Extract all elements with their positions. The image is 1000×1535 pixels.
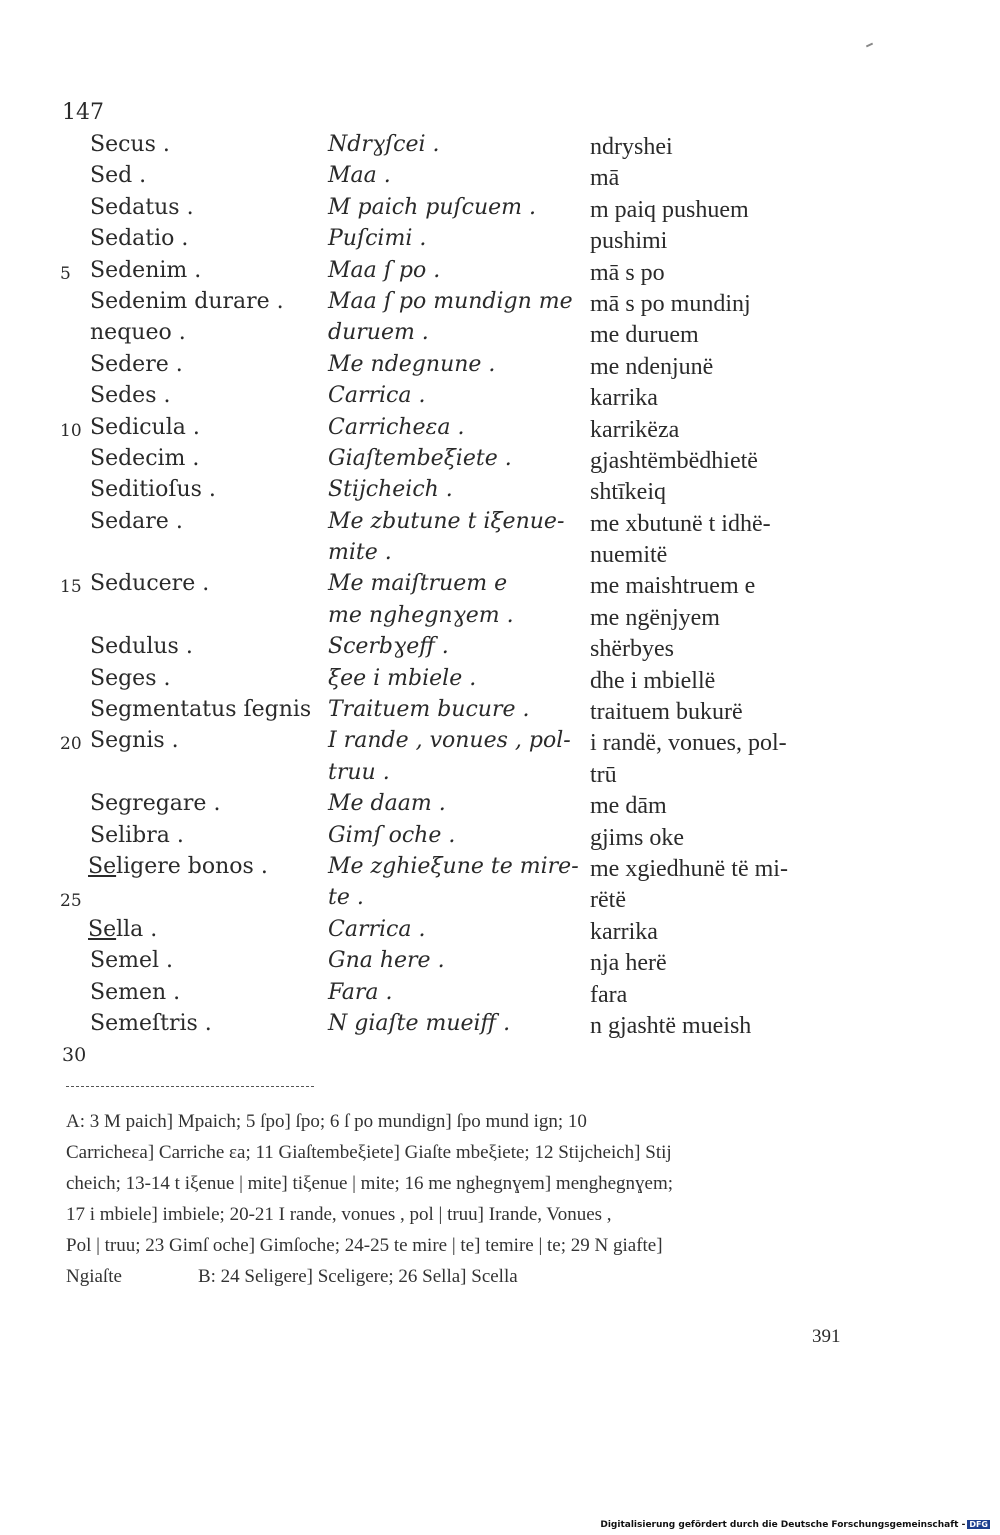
glossary-row — [0, 226, 1000, 257]
manuscript-albanian: Gimſ oche . — [328, 822, 456, 848]
apparatus-b: B: 24 Seligere] Sceligere; 26 Sella] Scella — [197, 1266, 518, 1287]
line-number-30: 30 — [62, 1044, 87, 1066]
modern-albanian: i randë, vonues, pol- — [590, 730, 787, 757]
glossary-row — [0, 195, 1000, 226]
line-number: 5 — [60, 263, 71, 284]
modern-albanian: me xgiedhunë të mi- — [590, 855, 788, 882]
latin-term: Secus . — [90, 132, 170, 157]
apparatus-line: Pol | truu; 23 Gimſ oche] Gimſoche; 24-25 te mire | te] temire | te; 29 N giafte] — [66, 1235, 663, 1256]
latin-term: Semen . — [90, 979, 181, 1005]
glossary-row — [0, 258, 1000, 289]
modern-albanian: shtīkeiq — [590, 479, 666, 506]
digitization-credit — [600, 1520, 990, 1530]
line-number: 10 — [60, 420, 82, 441]
apparatus-line: A: 3 M paich] Mpaich; 5 ſpo] ſpo; 6 ſ po mundign] ſpo mund ign; 10 — [66, 1111, 587, 1132]
manuscript-albanian: Puſcimi . — [328, 226, 427, 252]
glossary-row — [0, 917, 1000, 948]
manuscript-albanian: Carrica . — [328, 916, 426, 942]
modern-albanian: mā s po — [590, 259, 665, 286]
manuscript-albanian: Fara . — [328, 979, 393, 1005]
modern-albanian: rëtë — [590, 887, 626, 914]
modern-albanian: me ndenjunë — [590, 353, 714, 380]
glossary-row — [0, 791, 1000, 822]
modern-albanian: me xbutunë t idhë- — [590, 510, 771, 537]
apparatus-line: Carricheεa] Carriche εa; 11 Giaſtembeξiete] Giaſte mbeξiete; 12 Stijcheich] Stij — [66, 1142, 672, 1163]
modern-albanian: pushimi — [590, 228, 668, 255]
modern-albanian: gjashtëmbëdhietë — [590, 447, 758, 474]
modern-albanian: nuemitë — [590, 542, 668, 569]
latin-term: Sedenim durare . — [90, 288, 284, 314]
modern-albanian: me maishtruem e — [590, 573, 756, 600]
modern-albanian: mā — [590, 165, 620, 192]
manuscript-albanian: I rande , vonues , pol- — [328, 728, 571, 754]
modern-albanian: n gjashtë mueish — [590, 1012, 752, 1039]
manuscript-albanian: Scerbɣeff . — [328, 634, 449, 660]
glossary-row — [0, 320, 1000, 351]
glossary-row — [0, 603, 1000, 634]
glossary-row — [0, 415, 1000, 446]
manuscript-albanian: Me ndegnune . — [328, 351, 496, 377]
glossary-row — [0, 697, 1000, 728]
modern-albanian: karrika — [590, 918, 658, 945]
modern-albanian: shërbyes — [590, 636, 674, 663]
latin-term-underlined: Se — [88, 853, 117, 879]
modern-albanian: me duruem — [590, 322, 699, 349]
latin-term: Seges . — [90, 665, 171, 691]
glossary-row — [0, 1011, 1000, 1042]
credit-text: Digitalisierung gefördert durch die Deutsche Forschungsgemeinschaft - — [600, 1520, 966, 1530]
manuscript-albanian: me nghegnɣem . — [328, 602, 514, 628]
latin-term: Segregare . — [90, 791, 221, 817]
manuscript-albanian: truu . — [328, 759, 390, 785]
glossary-row — [0, 132, 1000, 163]
manuscript-albanian: Giaſtembeξiete . — [328, 445, 512, 471]
manuscript-albanian: Maa ſ po mundign me — [328, 288, 573, 314]
glossary-row — [0, 571, 1000, 602]
line-number: 25 — [60, 891, 82, 912]
glossary-row — [0, 383, 1000, 414]
manuscript-albanian: M paich puſcuem . — [328, 194, 536, 220]
modern-albanian: karrikëza — [590, 416, 680, 443]
glossary-row — [0, 885, 1000, 916]
apparatus-line — [66, 1261, 856, 1292]
critical-apparatus — [66, 1106, 856, 1292]
apparatus-line: cheich; 13-14 t iξenue | mite] tiξenue | mite; 16 me nghegnɣem] menghegnɣem; — [66, 1173, 674, 1194]
manuscript-albanian: duruem . — [328, 320, 429, 346]
latin-term: Sedatio . — [90, 226, 189, 252]
manuscript-albanian: Me maiſtruem e — [328, 571, 508, 597]
latin-term: Segmentatus ſegnis — [90, 697, 312, 723]
latin-term: nequeo . — [90, 320, 186, 346]
modern-albanian: karrika — [590, 385, 658, 412]
modern-albanian: ndryshei — [590, 134, 673, 160]
modern-albanian: mā s po mundinj — [590, 290, 751, 317]
latin-term: Sedicula . — [90, 414, 200, 440]
scan-mark — [866, 43, 873, 48]
manuscript-albanian: Me daam . — [328, 791, 446, 817]
latin-term: Sedenim . — [90, 257, 202, 283]
apparatus-line: 17 i mbiele] imbiele; 20-21 I rande, vonues , pol | truu] Irande, Vonues , — [66, 1204, 612, 1225]
latin-term: Semeſtris . — [90, 1010, 212, 1036]
modern-albanian: trū — [590, 761, 617, 788]
glossary-row — [0, 980, 1000, 1011]
glossary-row — [0, 289, 1000, 320]
apparatus-a-end: Ngiaſte — [66, 1266, 122, 1287]
latin-term: Semel . — [90, 948, 173, 974]
glossary-row — [0, 446, 1000, 477]
modern-albanian: m paiq pushuem — [590, 196, 749, 223]
latin-term: Sedare . — [90, 508, 183, 534]
manuscript-albanian: te . — [328, 885, 364, 911]
dfg-logo: DFG — [969, 1520, 988, 1529]
glossary-row — [0, 634, 1000, 665]
glossary-row — [0, 540, 1000, 571]
manuscript-albanian: Maa ſ po . — [328, 257, 441, 283]
latin-term-rest: lla . — [116, 916, 158, 942]
latin-term — [88, 917, 157, 942]
manuscript-albanian: Me zghieξune te mire- — [328, 853, 579, 879]
manuscript-albanian: Ndrɣſcei . — [328, 132, 440, 157]
manuscript-albanian: Stijcheich . — [328, 477, 453, 503]
manuscript-albanian: Maa . — [328, 163, 391, 189]
manuscript-albanian: Traituem bucure . — [328, 697, 530, 723]
glossary-row — [0, 509, 1000, 540]
latin-term: Seditioſus . — [90, 477, 216, 503]
latin-term-rest: ligere bonos . — [116, 853, 268, 879]
latin-term: Seducere . — [90, 571, 210, 597]
latin-term: Sedes . — [90, 383, 171, 409]
footnote-rule — [66, 1086, 314, 1087]
glossary-row — [0, 760, 1000, 791]
glossary-row — [0, 728, 1000, 759]
latin-term: Selibra . — [90, 822, 184, 848]
line-number: 20 — [60, 734, 82, 755]
modern-albanian: traituem bukurë — [590, 699, 743, 726]
glossary-row — [0, 948, 1000, 979]
glossary-row — [0, 666, 1000, 697]
glossary-table — [0, 132, 1000, 1042]
modern-albanian: fara — [590, 981, 628, 1008]
manuscript-albanian: mite . — [328, 540, 392, 566]
modern-albanian: me dām — [590, 793, 667, 820]
line-number: 15 — [60, 577, 82, 598]
glossary-row — [0, 854, 1000, 885]
latin-term: Segnis . — [90, 728, 179, 754]
modern-albanian: me ngënjyem — [590, 604, 720, 631]
latin-term-underlined: Se — [88, 916, 117, 942]
latin-term: Sedulus . — [90, 634, 193, 660]
modern-albanian: nja herë — [590, 950, 667, 977]
manuscript-albanian: N giaſte mueiff . — [328, 1010, 511, 1036]
page-number-top: 147 — [62, 100, 104, 125]
page-number-bottom: 391 — [812, 1326, 841, 1347]
manuscript-albanian: ξee i mbiele . — [328, 665, 477, 691]
modern-albanian: dhe i mbiellë — [590, 667, 716, 694]
latin-term: Sedatus . — [90, 194, 194, 220]
manuscript-albanian: Carrica . — [328, 383, 426, 409]
modern-albanian: gjims oke — [590, 824, 684, 851]
manuscript-albanian: Carricheεa . — [328, 414, 465, 440]
glossary-row — [0, 163, 1000, 194]
latin-term: Sedecim . — [90, 445, 200, 471]
latin-term — [88, 854, 268, 879]
latin-term: Sedere . — [90, 351, 183, 377]
latin-term: Sed . — [90, 163, 147, 189]
glossary-row — [0, 823, 1000, 854]
glossary-row — [0, 477, 1000, 508]
glossary-row — [0, 352, 1000, 383]
manuscript-albanian: Me zbutune t iξenue- — [328, 508, 565, 534]
manuscript-albanian: Gna here . — [328, 948, 445, 974]
